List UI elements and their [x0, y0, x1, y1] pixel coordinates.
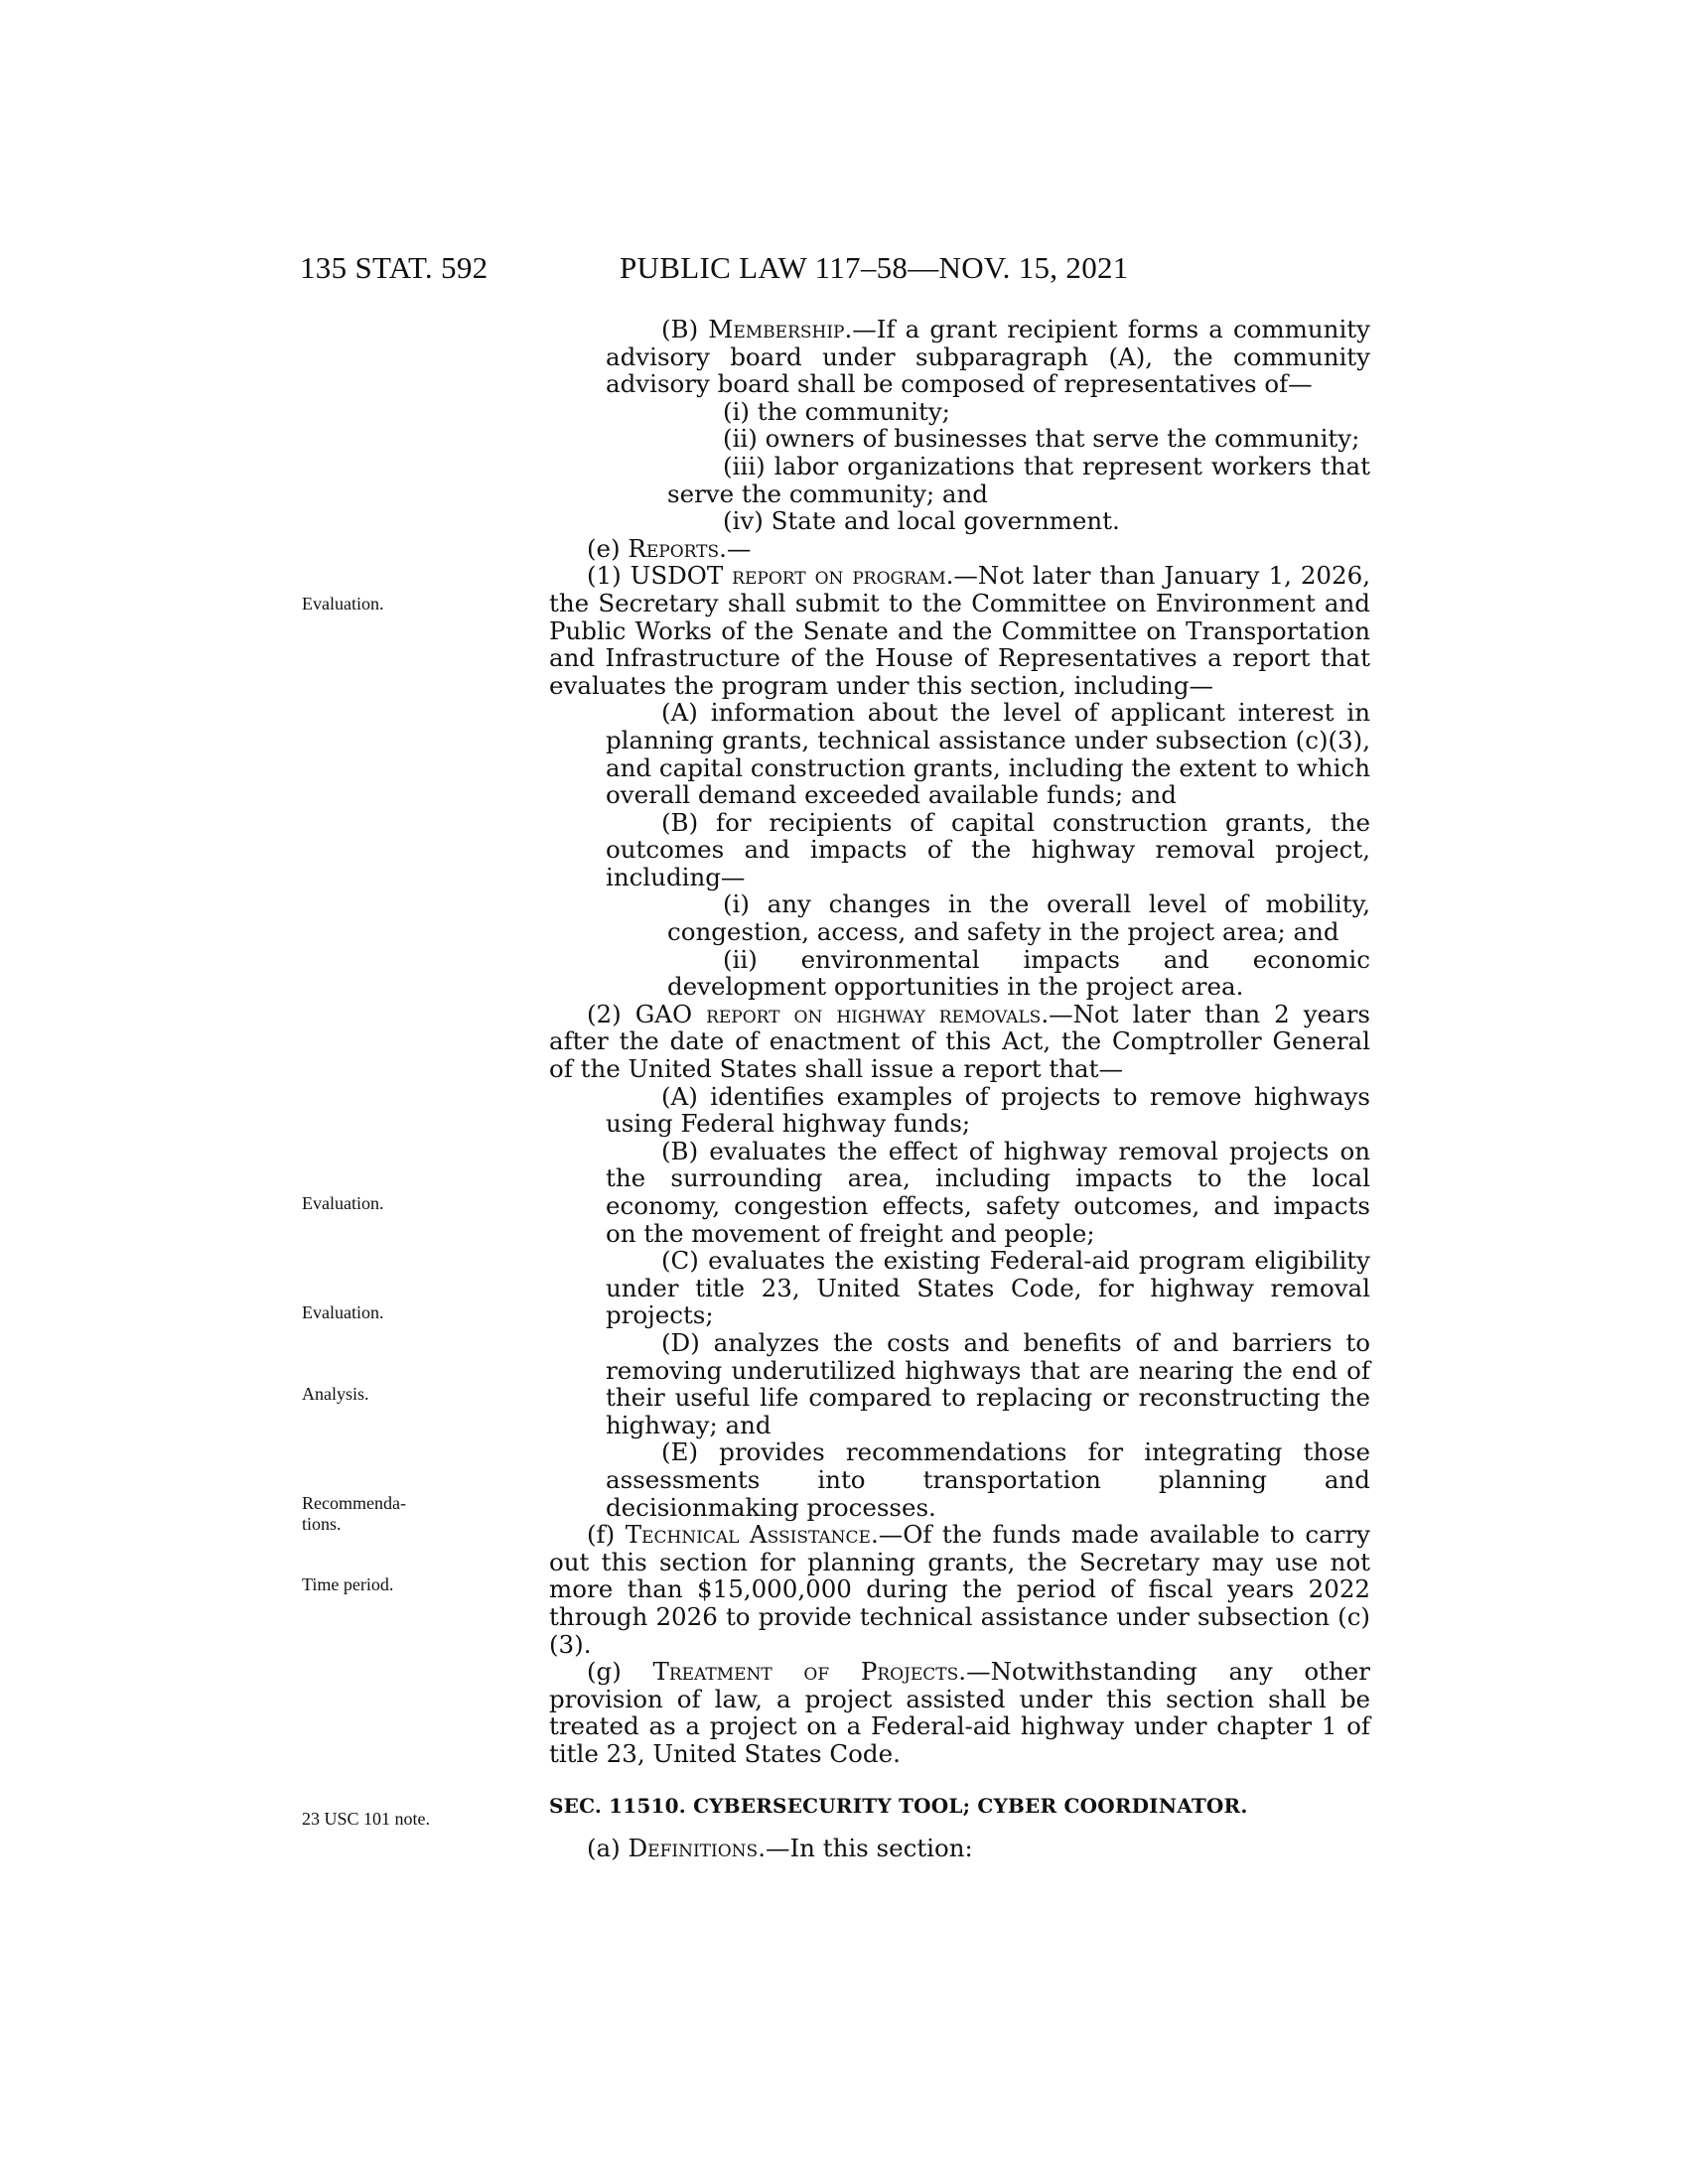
subsection-heading: Definitions — [628, 1834, 759, 1863]
subparagraph-e2b: (B) evaluates the effect of highway removal projects on the surrounding area, including impacts to the local economy, congestion effects, safety outcomes, and impacts on the movement of freight and people; — [606, 1136, 1370, 1248]
margin-note-recommendations — [302, 1493, 451, 1535]
clause-ii-business-owners: (ii) owners of businesses that serve the community; — [723, 424, 1360, 454]
margin-note-analysis: Analysis. — [302, 1384, 369, 1404]
paragraph-text: .—Not later than 2 years after the date of enactment of this Act, the Comptroller General of the United States shall issue a report that— — [549, 999, 1370, 1084]
subsection-lead: (f) — [587, 1520, 626, 1550]
margin-note-evaluation-1: Evaluation. — [302, 594, 384, 614]
paragraph-heading: report on highway removals — [706, 999, 1042, 1028]
paragraph-b-membership — [549, 316, 1370, 398]
subsection-e-reports — [549, 535, 1370, 563]
clause-e1b-ii: (ii) environmental impacts and economic development opportunities in the project area. — [667, 944, 1370, 1002]
statute-body — [549, 316, 1370, 1862]
paragraph-heading: Membership — [708, 315, 845, 343]
clause-e1b-i: (i) any changes in the overall level of mobility, congestion, access, and safety in the project area; and — [667, 889, 1370, 947]
paragraph-e2-gao-report — [549, 1001, 1370, 1083]
paragraph-lead: (B) — [661, 315, 709, 343]
subparagraph-e1a: (A) information about the level of applicant interest in planning grants, technical assistance under subsection (c)(3), and capital construction grants, including the extent to which overall demand exceeded available funds; and — [606, 698, 1370, 810]
margin-note-recommendations-line1: Recommenda- — [302, 1493, 406, 1513]
paragraph-lead: (1) USDOT — [587, 561, 733, 591]
subparagraph-e2a: (A) identifies examples of projects to remove highways using Federal highway funds; — [606, 1081, 1370, 1139]
subsection-heading: Reports — [628, 533, 720, 563]
statute-page-reference: 135 STAT. 592 — [300, 250, 489, 285]
section-heading: SEC. 11510. CYBERSECURITY TOOL; CYBER COORDINATOR. — [549, 1794, 1248, 1819]
paragraph-lead: (2) GAO — [587, 999, 707, 1028]
margin-note-time-period: Time period. — [302, 1574, 394, 1594]
subsection-lead: (g) — [587, 1657, 653, 1687]
subparagraph-e2e: (E) provides recommendations for integrating those assessments into transportation planning and decisionmaking processes. — [606, 1437, 1370, 1522]
subsection-g-treatment-of-projects — [549, 1658, 1370, 1767]
paragraph-text: .—Not later than January 1, 2026, the Secretary shall submit to the Committee on Environment and Public Works of the Senate and the Committee on Transportation and Infrastructure of the House of Representatives a report that evaluates the program under this section, including— — [549, 561, 1370, 700]
subparagraph-e2d: (D) analyzes the costs and benefits of and barriers to removing underutilized highways that are nearing the end of their useful life compared to replacing or reconstructing the highway; and — [606, 1327, 1370, 1439]
paragraph-e1-usdot-report — [549, 562, 1370, 699]
subparagraph-e2c: (C) evaluates the existing Federal-aid program eligibility under title 23, United States Code, for highway removal projects; — [606, 1246, 1370, 1330]
margin-note-evaluation-3: Evaluation. — [302, 1302, 384, 1322]
margin-note-evaluation-2: Evaluation. — [302, 1193, 384, 1213]
clause-iii-labor-organizations: (iii) labor organizations that represent workers that serve the community; and — [667, 451, 1370, 508]
subsection-text: .— — [719, 533, 752, 563]
subsection-text: .—Notwithstanding any other provision of law, a project assisted under this section shall be treated as a project on a Federal-aid highway under chapter 1 of title 23, United States Code. — [549, 1657, 1370, 1768]
running-head-law-title: PUBLIC LAW 117–58—NOV. 15, 2021 — [620, 250, 1129, 285]
subsection-heading: Technical Assistance — [625, 1520, 871, 1550]
subsection-text: .—In this section: — [758, 1834, 973, 1863]
margin-note-recommendations-line2: tions. — [302, 1514, 342, 1534]
subsection-lead: (e) — [587, 533, 629, 563]
clause-iv-government: (iv) State and local government. — [723, 506, 1120, 536]
subsection-heading: Treatment of Projects — [652, 1657, 959, 1687]
paragraph-heading: report on program — [732, 561, 946, 591]
subparagraph-e1b: (B) for recipients of capital construction grants, the outcomes and impacts of the highway removal project, including— — [606, 807, 1370, 891]
subsection-a-definitions — [549, 1835, 1370, 1862]
subsection-text: .—Of the funds made available to carry out this section for planning grants, the Secretary may use not more than $15,000,000 during the period of fiscal years 2022 through 2026 to provide technical assistance under subsection (c)(3). — [549, 1520, 1370, 1659]
margin-note-usc-reference: 23 USC 101 note. — [302, 1809, 431, 1829]
subsection-lead: (a) — [587, 1834, 629, 1863]
clause-i-community: (i) the community; — [723, 396, 950, 426]
subsection-f-technical-assistance — [549, 1521, 1370, 1658]
paragraph-text: .—If a grant recipient forms a community advisory board under subparagraph (A), the community advisory board shall be composed of representatives of— — [606, 315, 1370, 399]
